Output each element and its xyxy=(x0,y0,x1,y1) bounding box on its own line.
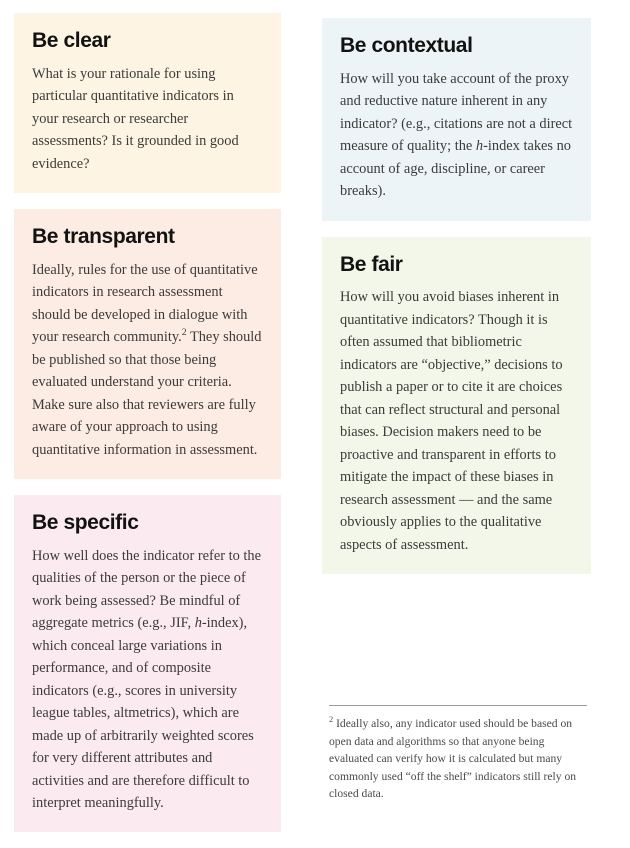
card-be-transparent xyxy=(14,209,281,479)
card-body-be-clear: What is your rationale for using particular quantitative indicators in your research or researcher assessments? Is it grounded in good evidence? xyxy=(32,65,239,172)
card-body-be-transparent: Ideally, rules for the use of quantitative indicators in research assessment should be developed in dialogue with your research community.$^2$ They should be published so that those being evaluated understand your criteria. Make sure also that reviewers are fully aware of your approach to using quantitative information in assessment. xyxy=(32,261,262,458)
card-be-fair xyxy=(322,237,591,574)
left-column xyxy=(14,13,281,848)
footnote-divider xyxy=(329,705,587,706)
card-body-be-contextual: How will you take account of the proxy and reductive nature inherent in any indicator? (e.g., citations are not a direct measure of quality; the h-index takes no account of age, discipline, or career breaks). xyxy=(340,70,573,200)
card-title-be-fair: Be fair xyxy=(340,252,403,276)
card-body-be-specific: How well does the indicator refer to the qualities of the person or the piece of work being assessed? Be mindful of aggregate metrics (e.g., JIF, h-index), which conceal large variations in performance, and of composite indicators (e.g., scores in university league tables, altmetrics), which are made up of arbitrarily weighted scores for very different attributes and activities and are therefore difficult to interpret meaningfully. xyxy=(32,547,261,812)
card-body-be-fair: How will you avoid biases inherent in quantitative indicators? Though it is often assumed that bibliometric indicators are “objective,” decisions to publish a paper or to cite it are choices that can reflect structural and personal biases. Decision makers need to be proactive and transparent in efforts to mitigate the impact of these biases in research assessment — and the same obviously applies to the qualitative aspects of assessment. xyxy=(340,289,563,553)
footnote-section xyxy=(329,705,591,803)
card-title-be-clear: Be clear xyxy=(32,29,111,52)
card-be-contextual xyxy=(322,18,591,221)
card-be-clear xyxy=(14,13,281,193)
card-be-specific xyxy=(14,495,281,832)
footnote-text: $^2$ Ideally also, any indicator used should be based on open data and algorithms so that anyone being evaluated can verify how it is calculated but many commonly used “off the shelf” indicators still rely on closed data. xyxy=(329,715,577,801)
card-title-be-transparent: Be transparent xyxy=(32,225,175,249)
card-title-be-contextual: Be contextual xyxy=(340,34,473,57)
right-column xyxy=(322,18,591,590)
card-title-be-specific: Be specific xyxy=(32,511,139,535)
